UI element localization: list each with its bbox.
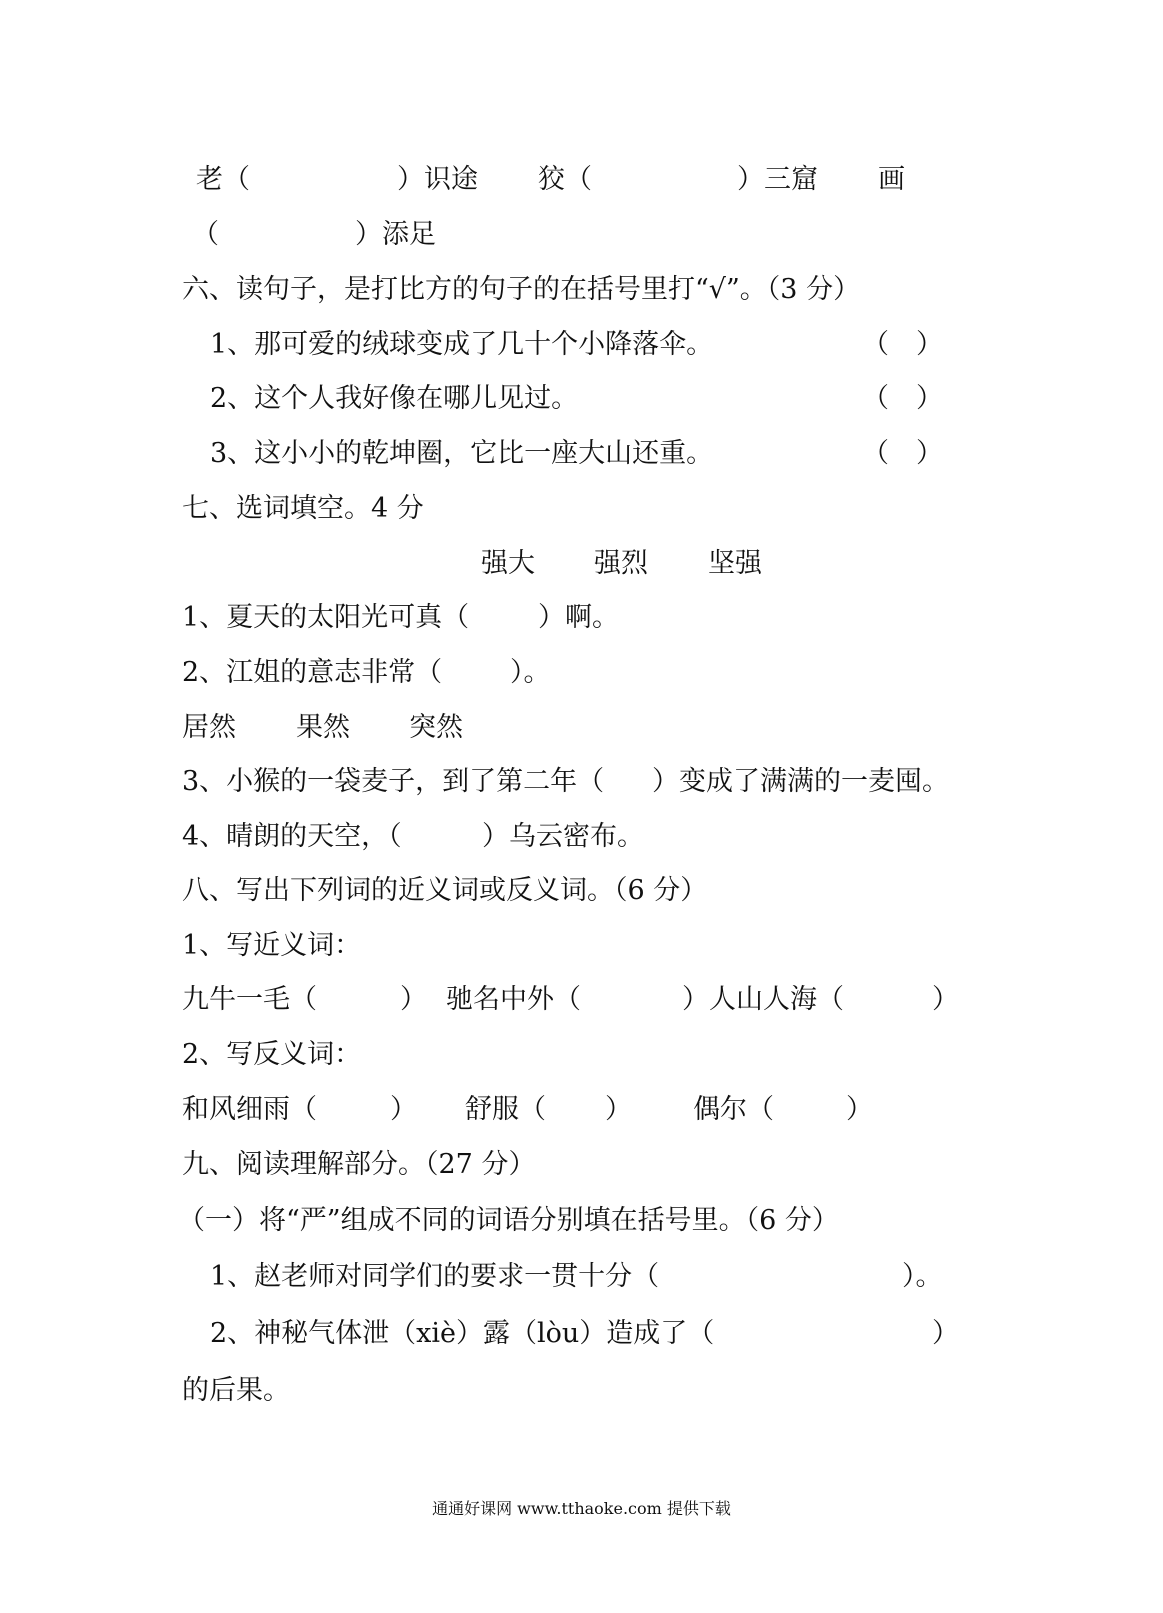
text: 舒服（ — [465, 1094, 546, 1125]
word: 突然 — [409, 712, 463, 743]
text: ）添足 — [355, 219, 436, 250]
text: 2、这个人我好像在哪儿见过。 — [210, 383, 579, 414]
text: （ — [192, 219, 219, 250]
text: 狡（ — [538, 164, 592, 195]
text: ）识途 — [397, 164, 478, 195]
text: 的后果。 — [182, 1375, 290, 1406]
text: 老（ — [196, 164, 250, 195]
text: ）乌云密布。 — [482, 821, 644, 852]
text: ） — [400, 984, 427, 1015]
text: ） — [932, 1318, 959, 1349]
text: 3、这小小的乾坤圈，它比一座大山还重。 — [210, 438, 714, 469]
text: 1、夏天的太阳光可真（ — [182, 602, 470, 633]
page-footer: 通通好课网 www.tthaoke.com 提供下载 — [432, 1499, 731, 1518]
text: 1、那可爱的绒球变成了几十个小降落伞。 — [210, 329, 714, 360]
text: 九牛一毛（ — [182, 984, 317, 1015]
text: （一）将“严”组成不同的词语分别填在括号里。（6 分） — [178, 1205, 839, 1236]
text: 3、小猴的一袋麦子，到了第二年（ — [182, 766, 605, 797]
text: 1、写近义词： — [182, 930, 362, 961]
word: 居然 — [182, 712, 236, 743]
text: 八、写出下列词的近义词或反义词。（6 分） — [182, 875, 708, 906]
text: ）。 — [902, 1261, 943, 1292]
text: ） — [605, 1094, 632, 1125]
text: 偶尔（ — [693, 1094, 774, 1125]
text: ） — [932, 984, 959, 1015]
answer-paren: （ ） — [862, 329, 943, 360]
text: 和风细雨（ — [182, 1094, 317, 1125]
text: ）三窟 — [737, 164, 818, 195]
word: 强大 — [481, 548, 535, 579]
text: 2、神秘气体泄（xiè）露（lòu）造成了（ — [210, 1318, 715, 1349]
text: 九、阅读理解部分。（27 分） — [182, 1149, 536, 1180]
text: ）啊。 — [538, 602, 619, 633]
text: 2、江姐的意志非常（ — [182, 657, 443, 688]
text: ）。 — [510, 657, 551, 688]
text: 2、写反义词： — [182, 1039, 362, 1070]
word: 果然 — [296, 712, 350, 743]
word: 坚强 — [708, 548, 762, 579]
answer-paren: （ ） — [862, 438, 943, 469]
text: 4、晴朗的天空，（ — [182, 821, 402, 852]
text: ） — [390, 1094, 417, 1125]
word: 强烈 — [594, 548, 648, 579]
answer-paren: （ ） — [862, 383, 943, 414]
text: 七、选词填空。4 分 — [182, 493, 424, 524]
text: 1、赵老师对同学们的要求一贯十分（ — [210, 1261, 660, 1292]
text: ）变成了满满的一麦囤。 — [652, 766, 949, 797]
text: ） — [846, 1094, 873, 1125]
text: 画 — [878, 164, 905, 195]
text: ）人山人海（ — [682, 984, 844, 1015]
text: 驰名中外（ — [446, 984, 581, 1015]
text: 六、读句子，是打比方的句子的在括号里打“√”。（3 分） — [182, 274, 861, 305]
